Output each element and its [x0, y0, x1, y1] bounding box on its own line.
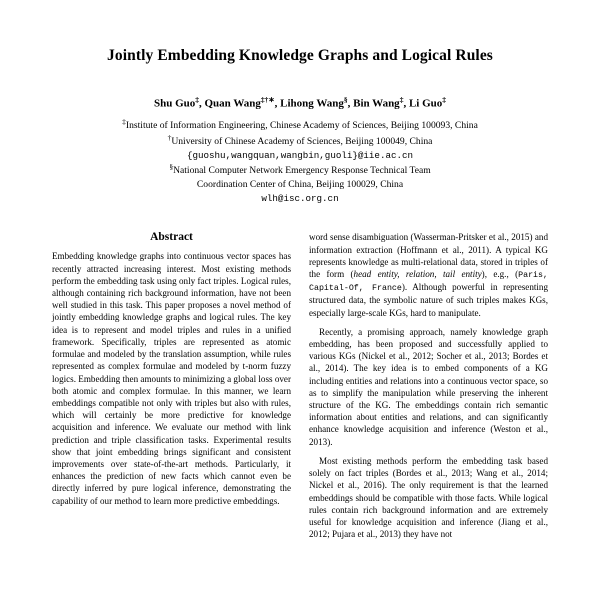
author-sup: ‡ [195, 95, 199, 105]
body-paragraph: Most existing methods perform the embedding task based solely on fact triples (Bordes et al., 2013; Wang et al., 2014; Nickel et al., 2016). The only requirement is that the learned embeddings should be compatible with those facts. While logical rules contain rich background information and are extremely useful for knowledge acquisition and inference (Jiang et al., 2012; Pujara et al., 2013) they have not [309, 455, 548, 540]
author-name: Lihong Wang [280, 97, 344, 110]
affiliation-line [52, 178, 548, 192]
email-text: wlh@isc.org.cn [261, 192, 339, 204]
left-column [52, 231, 291, 540]
affiliation-sup: ‡ [122, 117, 126, 127]
affiliation-sup: † [167, 132, 172, 142]
author-sup: ‡ [442, 95, 447, 105]
abstract-heading: Abstract [150, 231, 193, 244]
affiliation-text: Institute of Information Engineering, Chinese Academy of Sciences, Beijing 100093, China [125, 120, 478, 132]
author-name: Li Guo [408, 97, 443, 110]
author-sup: ‡†∗ [260, 95, 275, 105]
affiliation-text: National Computer Network Emergency Response Technical Team [173, 165, 431, 177]
author-name: Quan Wang [204, 97, 261, 110]
affiliation-text: University of Chinese Academy of Sciences, Beijing 100049, China [171, 136, 433, 148]
email-text: {guoshu,wangquan,wangbin,guoli}@iie.ac.cn [186, 149, 414, 161]
abstract-paragraph: Embedding knowledge graphs into continuous vector spaces has recently attracted increasing interest. Most existing methods perform the embedding task using only fact triples. Logical rules, although containing rich background information, have not been well studied in this task. This paper proposes a novel method of jointly embedding knowledge graphs and logical rules. The key idea is to represent and model triples and rules in a unified framework. Specifically, triples are represented as atomic formulae and modeled by the translation assumption, while rules represented as complex formulae and modeled by t-norm fuzzy logics. Embedding then amounts to minimizing a global loss over both atomic and complex formulae. In this manner, we learn embeddings compatible not only with triples but also with rules, which will certainly be more predictive for knowledge acquisition and inference. We evaluate our method with link prediction and triple classification tasks. Experimental results show that joint embedding brings significant and consistent improvements over state-of-the-art methods. Particularly, it enhances the prediction of new facts which cannot even be directly inferred by pure logical inference, demonstrating the capability of our method to learn more predictive embeddings. [52, 251, 291, 506]
page-title: Jointly Embedding Knowledge Graphs and Logical Rules [107, 47, 493, 64]
author-sup: ‡ [399, 95, 404, 105]
author-sup: § [343, 95, 348, 105]
affiliation-block [52, 117, 548, 205]
body-paragraph: word sense disambiguation (Wasserman-Pritsker et al., 2015) and information extraction (Hoffmann et al., 2011). A typical KG represents knowledge as multi-relational data, stored in triples of the form (head entity, relation, tail entity), e.g., (Paris, Capital-Of, France). Although powerful in representing structured data, the symbolic nature of such triples makes KGs, especially large-scale KGs, hard to manipulate. [309, 232, 549, 318]
affiliation-line [52, 162, 548, 178]
affiliation-line [52, 133, 548, 149]
affiliation-sup: § [169, 162, 174, 172]
affiliation-text: Coordination Center of China, Beijing 100029, China [196, 179, 404, 191]
author-name: Bin Wang [353, 97, 400, 110]
affiliation-line [52, 117, 548, 133]
body-paragraph: Recently, a promising approach, namely knowledge graph embedding, has been proposed and successfully applied to various KGs (Nickel et al., 2012; Socher et al., 2013; Bordes et al., 2014). The key idea is to embed components of a KG including entities and relations into a continuous vector space, so as to simplify the manipulation while preserving the inherent structure of the KG. The embeddings contain rich semantic information about entities and relations, and can significantly enhance knowledge acquisition and inference (Weston et al., 2013). [309, 326, 548, 447]
right-column [309, 231, 548, 540]
email-line [52, 192, 548, 206]
author-list: Shu Guo‡, Quan Wang‡†∗, Lihong Wang§, Bin Wang‡, Li Guo‡ [153, 95, 447, 110]
email-line [52, 149, 548, 163]
two-column-body [52, 231, 548, 540]
author-name: Shu Guo [153, 97, 196, 110]
